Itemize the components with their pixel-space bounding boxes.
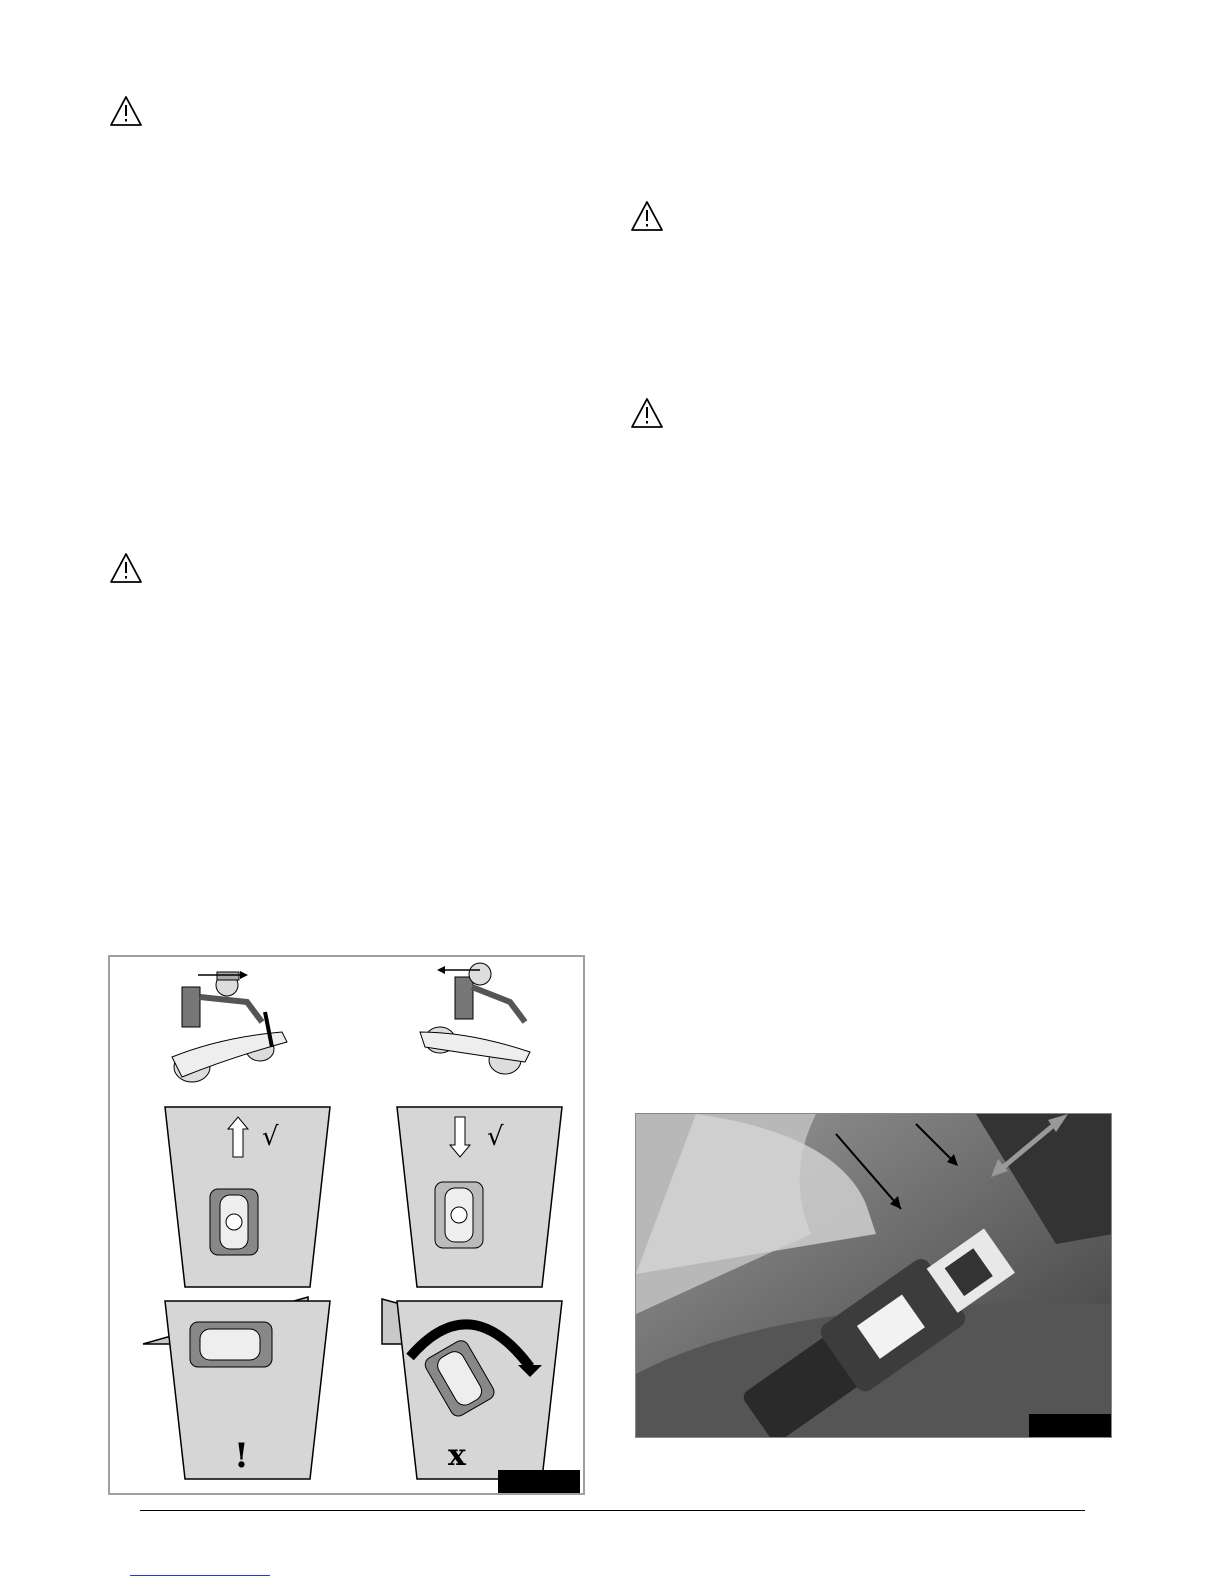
footer-rule	[140, 1510, 1085, 1511]
warning-triangle-icon	[109, 552, 143, 584]
sideways-topview-caution	[165, 1301, 330, 1479]
figure-label-bar	[498, 1470, 580, 1493]
warning-triangle-icon	[630, 200, 664, 232]
figure-label-bar	[1029, 1414, 1112, 1438]
warning-triangle-icon	[109, 95, 143, 127]
seat-belt-illustration	[636, 1114, 1112, 1438]
seat-belt-photo	[635, 1113, 1112, 1438]
wrong-mark: x	[448, 1438, 466, 1473]
correct-mark: √	[262, 1122, 279, 1152]
scooter-ramp-figure	[108, 955, 585, 1495]
caution-mark: !	[234, 1436, 249, 1476]
warning-triangle-icon	[630, 397, 664, 429]
correct-mark: √	[487, 1122, 504, 1152]
uphill-topview-correct	[165, 1107, 330, 1287]
downhill-topview-correct	[397, 1107, 562, 1287]
diagonal-topview-wrong	[397, 1301, 562, 1479]
footer-link-underline[interactable]	[130, 1575, 270, 1576]
scooter-ramp-illustration	[110, 957, 583, 1493]
